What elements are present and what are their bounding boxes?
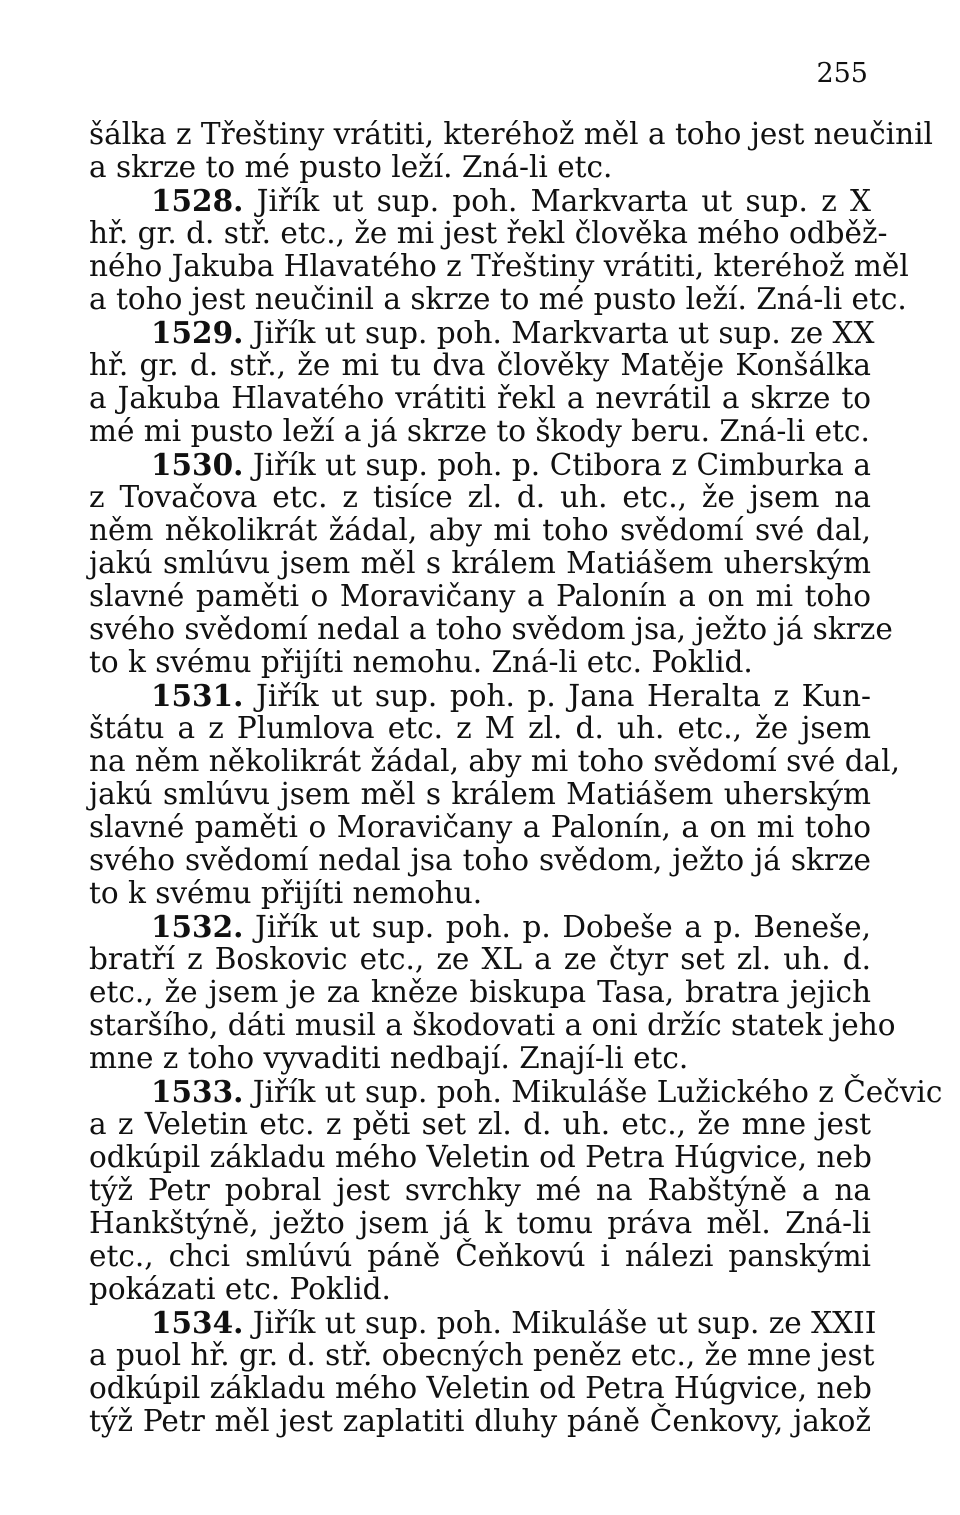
- text-line: [89, 811, 871, 844]
- text-line: [89, 415, 871, 448]
- line-text: něm několikrát žádal, aby mi toho svědomí své dal,: [89, 513, 871, 547]
- text-line: [89, 349, 871, 382]
- text-line: [89, 877, 871, 910]
- line-text: Jiřík ut sup. poh. Mikuláše Lužického z Čečvic: [243, 1075, 943, 1109]
- line-text: staršího, dáti musil a škodovati a oni držíc statek jeho: [89, 1008, 896, 1042]
- text-line: [89, 1273, 871, 1306]
- line-text: pokázati etc. Poklid.: [89, 1272, 391, 1306]
- entry-number: 1529.: [151, 315, 244, 350]
- text-line: [89, 910, 871, 943]
- line-text: Jiřík ut sup. poh. Markvarta ut sup. z X: [243, 184, 871, 218]
- text-line: [89, 943, 871, 976]
- line-text: týž Petr pobral jest svrchky mé na Rabštýně a na: [89, 1173, 871, 1207]
- text-line: [89, 844, 871, 877]
- text-line: [89, 382, 871, 415]
- line-text: a z Veletin etc. z pěti set zl. d. uh. etc., že mne jest: [89, 1107, 871, 1141]
- text-line: [89, 514, 871, 547]
- text-line: [89, 1305, 877, 1340]
- line-text: bratří z Boskovic etc., ze XL a ze čtyr set zl. uh. d.: [89, 942, 871, 976]
- text-line: [89, 646, 871, 679]
- text-line: [89, 679, 871, 712]
- text-line: [89, 1338, 875, 1372]
- line-text: jakú smlúvu jsem měl s králem Matiášem uherským: [89, 546, 871, 580]
- line-text: štátu a z Plumlova etc. z M zl. d. uh. etc., že jsem: [89, 711, 871, 745]
- line-text: Jiřík ut sup. poh. Markvarta ut sup. ze XX: [243, 316, 875, 350]
- line-text: odkúpil základu mého Veletin od Petra Húgvice, neb: [89, 1140, 872, 1174]
- text-line: [89, 282, 907, 316]
- line-text: etc., že jsem je za kněze biskupa Tasa, bratra jejich: [89, 975, 871, 1009]
- line-text: ného Jakuba Hlavatého z Třeštiny vrátiti, kteréhož měl: [89, 249, 909, 283]
- line-text: na něm několikrát žádal, aby mi toho svědomí své dal,: [89, 744, 900, 778]
- line-text: týž Petr měl jest zaplatiti dluhy páně Čenkovy, jakož: [89, 1404, 871, 1438]
- text-line: [89, 580, 871, 613]
- text-line: [89, 216, 888, 250]
- text-line: [89, 315, 875, 350]
- line-text: z Tovačova etc. z tisíce zl. d. uh. etc., že jsem na: [89, 480, 871, 514]
- text-line: [89, 744, 900, 778]
- line-text: hř. gr. d. stř., že mi tu dva člověky Matěje Konšálka: [89, 348, 871, 382]
- line-text: svého svědomí nedal jsa toho svědom, ježto já skrze: [89, 843, 871, 877]
- entry-number: 1532.: [151, 909, 244, 944]
- text-line: [89, 1174, 871, 1207]
- body-text: [89, 117, 943, 1438]
- text-line: [89, 1141, 871, 1174]
- line-text: a toho jest neučinil a skrze to mé pusto leží. Zná-li etc.: [89, 282, 907, 316]
- text-line: [89, 1008, 896, 1042]
- text-line: [89, 1405, 871, 1438]
- line-text: odkúpil základu mého Veletin od Petra Húgvice, neb: [89, 1371, 872, 1405]
- line-text: to k svému přijíti nemohu.: [89, 876, 483, 910]
- line-text: jakú smlúvu jsem měl s králem Matiášem uherským: [89, 777, 871, 811]
- text-line: [89, 547, 871, 580]
- entry-number: 1531.: [151, 678, 244, 713]
- line-text: slavné paměti o Moravičany a Palonín a on mi toho: [89, 579, 871, 613]
- text-line: [89, 249, 909, 283]
- line-text: a Jakuba Hlavatého vrátiti řekl a nevrátil a skrze to: [89, 381, 871, 415]
- line-text: Hankštýně, ježto jsem já k tomu práva měl. Zná-li: [89, 1206, 871, 1240]
- text-line: [89, 976, 871, 1009]
- text-line: [89, 448, 871, 481]
- text-line: [89, 1074, 943, 1109]
- line-text: Jiřík ut sup. poh. p. Dobeše a p. Beneše,: [243, 910, 871, 944]
- text-line: [89, 481, 871, 514]
- text-line: [89, 1108, 871, 1141]
- text-line: [89, 184, 871, 217]
- line-text: a puol hř. gr. d. stř. obecných peněz etc., že mne jest: [89, 1338, 875, 1372]
- line-text: mé mi pusto leží a já skrze to škody beru. Zná-li etc.: [89, 414, 870, 448]
- text-line: [89, 1240, 871, 1273]
- line-text: mne z toho vyvaditi nedbají. Znají-li etc.: [89, 1041, 689, 1075]
- entry-number: 1533.: [151, 1074, 244, 1109]
- entry-number: 1528.: [151, 183, 244, 218]
- line-text: šálka z Třeštiny vrátiti, kteréhož měl a toho jest neučinil: [89, 117, 933, 151]
- text-line: [89, 712, 871, 745]
- entry-number: 1530.: [151, 447, 244, 482]
- text-line: [89, 778, 871, 811]
- line-text: to k svému přijíti nemohu. Zná-li etc. Poklid.: [89, 645, 753, 679]
- line-text: a skrze to mé pusto leží. Zná-li etc.: [89, 150, 613, 184]
- line-text: hř. gr. d. stř. etc., že mi jest řekl člověka mého odběž-: [89, 216, 888, 250]
- text-line: [89, 117, 933, 151]
- entry-number: 1534.: [151, 1305, 244, 1340]
- text-line: [89, 612, 893, 646]
- line-text: etc., chci smlúvú páně Čeňkovú i nálezi panskými: [89, 1239, 871, 1273]
- line-text: Jiřík ut sup. poh. p. Ctibora z Cimburka a: [243, 448, 871, 482]
- text-line: [89, 1207, 871, 1240]
- line-text: slavné paměti o Moravičany a Palonín, a on mi toho: [89, 810, 871, 844]
- page-number: 255: [816, 58, 868, 89]
- line-text: Jiřík ut sup. poh. p. Jana Heralta z Kun-: [243, 679, 871, 713]
- line-text: svého svědomí nedal a toho svědom jsa, ježto já skrze: [89, 612, 893, 646]
- text-line: [89, 151, 871, 184]
- line-text: Jiřík ut sup. poh. Mikuláše ut sup. ze XXII: [243, 1306, 877, 1340]
- text-line: [89, 1042, 871, 1075]
- text-line: [89, 1372, 871, 1405]
